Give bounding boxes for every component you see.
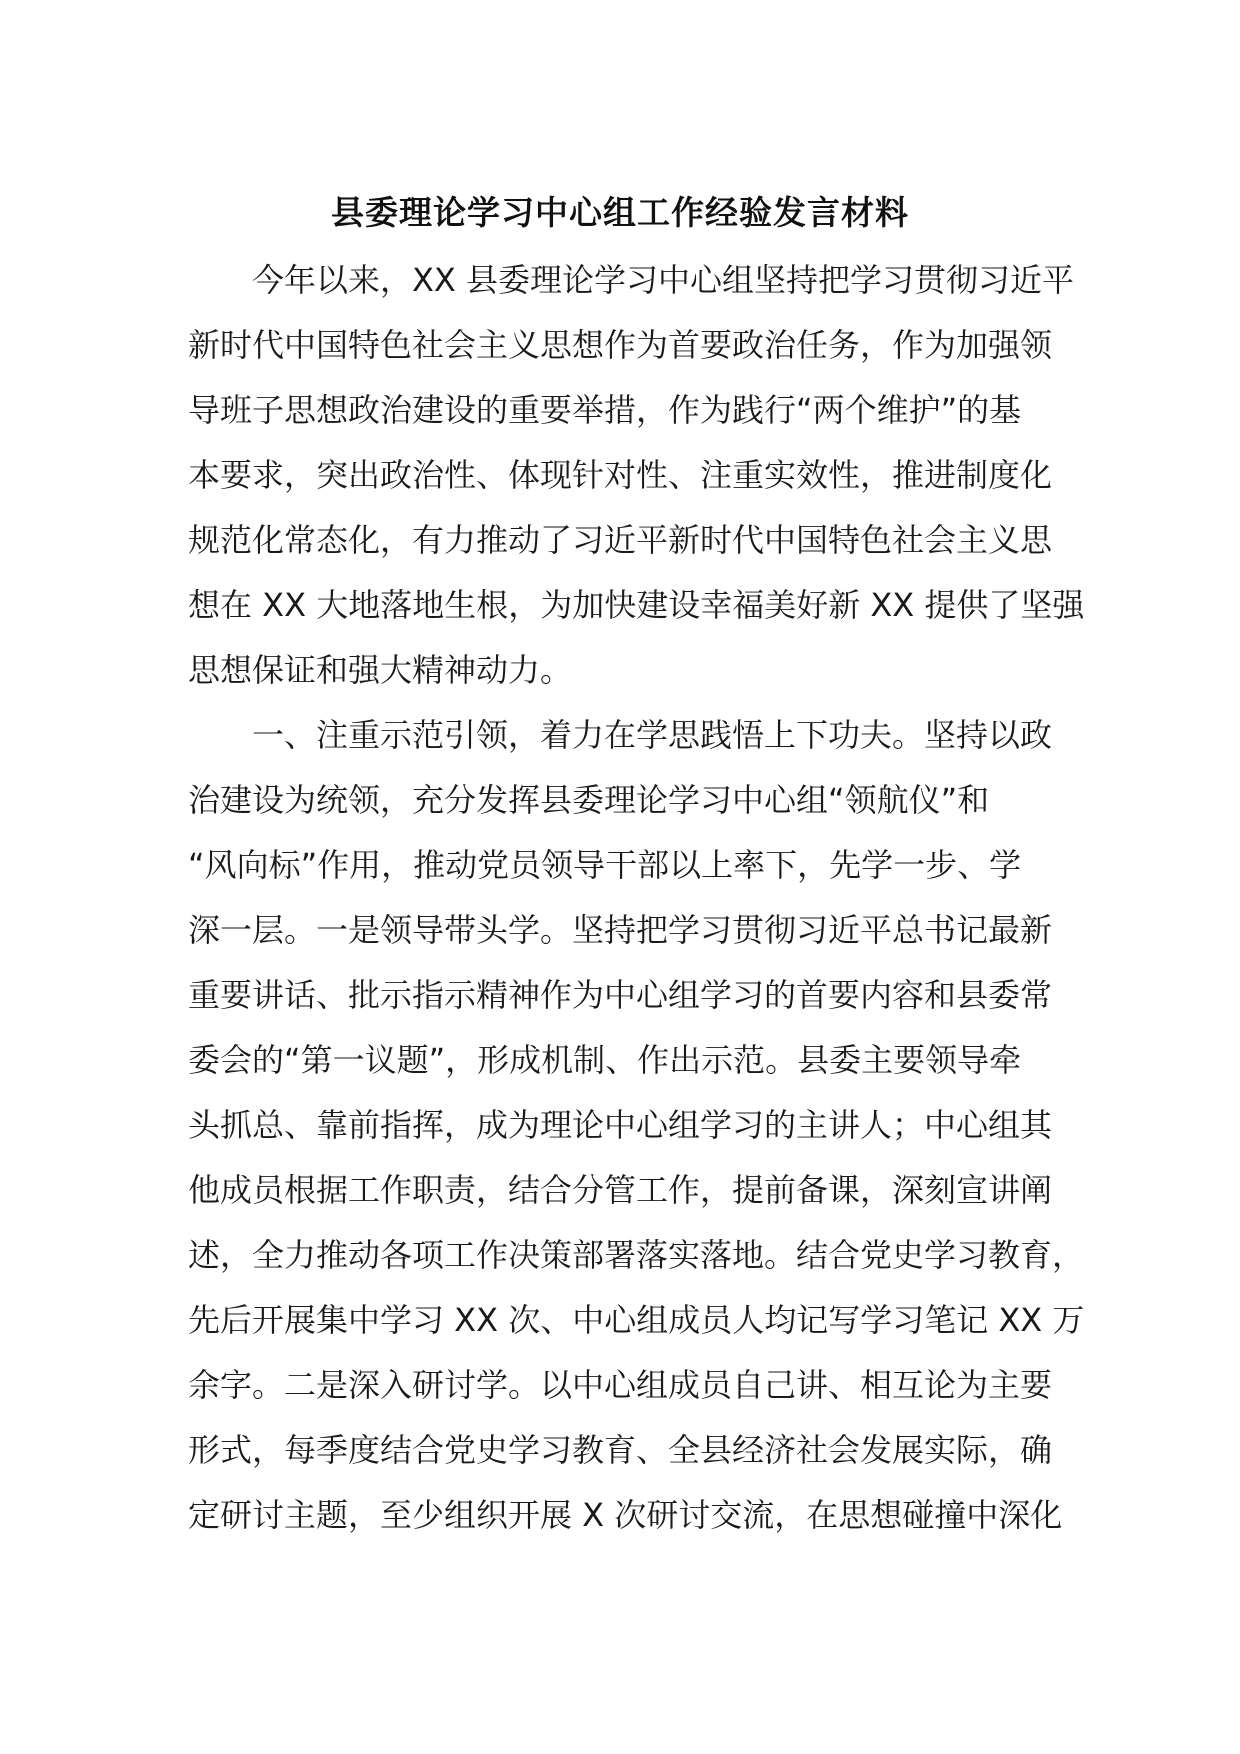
text-line: 规范化常态化，有力推动了习近平新时代中国特色社会主义思: [188, 521, 1053, 559]
text-line: 本要求，突出政治性、体现针对性、注重实效性，推进制度化: [188, 456, 1053, 494]
text-line: 想在 XX 大地落地生根，为加快建设幸福美好新 XX 提供了坚强: [188, 586, 1085, 624]
paragraph: [188, 248, 1085, 703]
text-line: 余字。二是深入研讨学。以中心组成员自己讲、相互论为主要: [188, 1366, 1053, 1404]
text-line: 一、注重示范引领，着力在学思践悟上下功夫。坚持以政: [188, 716, 1053, 754]
text-line: “风向标”作用，推动党员领导干部以上率下，先学一步、学: [188, 846, 1022, 884]
text-line: 导班子思想政治建设的重要举措，作为践行“两个维护”的基: [188, 391, 1022, 429]
text-line: 深一层。一是领导带头学。坚持把学习贯彻习近平总书记最新: [188, 911, 1053, 949]
text-line: 重要讲话、批示指示精神作为中心组学习的首要内容和县委常: [188, 976, 1053, 1014]
document-title: 县委理论学习中心组工作经验发言材料: [331, 193, 909, 232]
text-line: 治建设为统领，充分发挥县委理论学习中心组“领航仪”和: [188, 781, 990, 819]
text-line: 新时代中国特色社会主义思想作为首要政治任务，作为加强领: [188, 326, 1053, 364]
text-line: 思想保证和强大精神动力。: [188, 651, 573, 689]
text-line: 述，全力推动各项工作决策部署落实落地。结合党史学习教育，: [188, 1236, 1085, 1274]
text-line: 定研讨主题，至少组织开展 X 次研讨交流，在思想碰撞中深化: [188, 1496, 1063, 1534]
document-body: [188, 248, 1085, 1548]
text-line: 委会的“第一议题”，形成机制、作出示范。县委主要领导牵: [188, 1041, 1022, 1079]
text-line: 今年以来，XX 县委理论学习中心组坚持把学习贯彻习近平: [188, 261, 1075, 299]
text-line: 形式，每季度结合党史学习教育、全县经济社会发展实际，确: [188, 1431, 1053, 1469]
paragraph: [188, 703, 1085, 1548]
text-line: 先后开展集中学习 XX 次、中心组成员人均记写学习笔记 XX 万: [188, 1301, 1085, 1339]
text-line: 他成员根据工作职责，结合分管工作，提前备课，深刻宣讲阐: [188, 1171, 1053, 1209]
text-line: 头抓总、靠前指挥，成为理论中心组学习的主讲人；中心组其: [188, 1106, 1053, 1144]
